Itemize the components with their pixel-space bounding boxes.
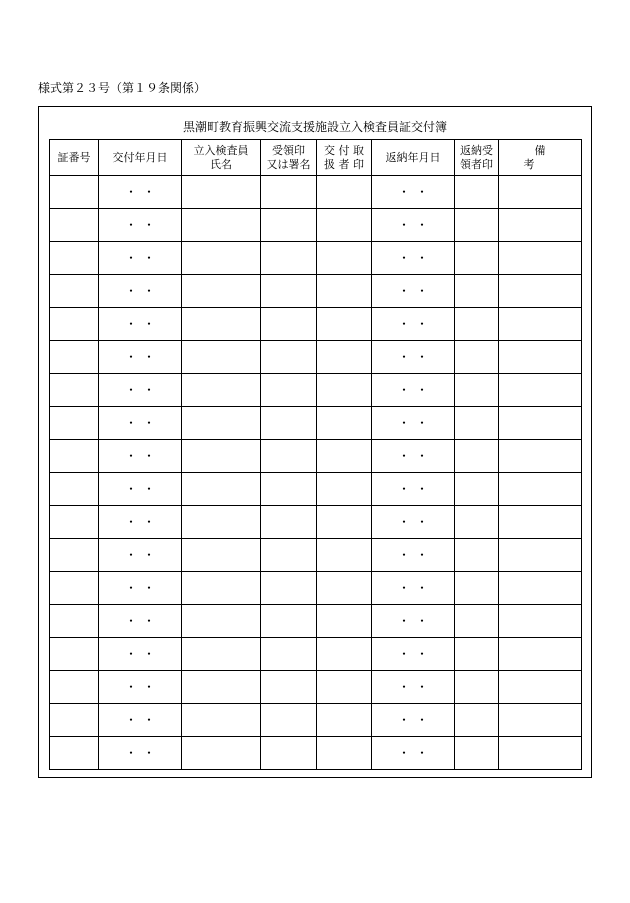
date-placeholder: ・・ (124, 349, 161, 364)
header-cert-number-label: 証番号 (57, 150, 91, 164)
cell-receipt-seal (261, 308, 317, 341)
table-row (50, 704, 582, 737)
header-inspector-name-line2: 氏名 (210, 157, 232, 171)
cell-return-date (372, 242, 455, 275)
table-row (50, 605, 582, 638)
date-placeholder: ・・ (124, 712, 161, 727)
date-placeholder: ・・ (124, 547, 161, 562)
cell-remarks (499, 539, 582, 572)
header-remarks (499, 140, 582, 176)
cell-return-date (372, 407, 455, 440)
cell-issue-date (99, 671, 182, 704)
header-return-date (372, 140, 455, 176)
cell-inspector-name (182, 506, 261, 539)
cell-inspector-name (182, 440, 261, 473)
date-placeholder: ・・ (124, 613, 161, 628)
cell-cert-number (50, 572, 99, 605)
date-placeholder: ・・ (124, 415, 161, 430)
table-row (50, 473, 582, 506)
cell-issuer-seal (317, 209, 372, 242)
cell-remarks (499, 440, 582, 473)
date-placeholder: ・・ (397, 448, 434, 463)
cell-return-date (372, 737, 455, 770)
cell-cert-number (50, 440, 99, 473)
date-placeholder: ・・ (397, 679, 434, 694)
cell-issuer-seal (317, 407, 372, 440)
date-placeholder: ・・ (397, 217, 434, 232)
cell-cert-number (50, 209, 99, 242)
cell-issuer-seal (317, 572, 372, 605)
cell-return-date (372, 440, 455, 473)
cell-cert-number (50, 638, 99, 671)
table-row (50, 506, 582, 539)
date-placeholder: ・・ (397, 646, 434, 661)
table-row (50, 242, 582, 275)
cell-issuer-seal (317, 473, 372, 506)
cell-issue-date (99, 242, 182, 275)
cell-cert-number (50, 473, 99, 506)
cell-return-receiver-seal (455, 473, 499, 506)
cell-inspector-name (182, 176, 261, 209)
cell-return-date (372, 572, 455, 605)
cell-issuer-seal (317, 605, 372, 638)
cell-issuer-seal (317, 737, 372, 770)
date-placeholder: ・・ (124, 448, 161, 463)
header-inspector-name (182, 140, 261, 176)
cell-return-receiver-seal (455, 275, 499, 308)
cell-return-date (372, 605, 455, 638)
header-issuer-seal-line1: 交 付 取 (324, 143, 364, 157)
cell-inspector-name (182, 374, 261, 407)
cell-cert-number (50, 308, 99, 341)
cell-return-receiver-seal (455, 176, 499, 209)
cell-return-receiver-seal (455, 572, 499, 605)
cell-remarks (499, 704, 582, 737)
cell-remarks (499, 176, 582, 209)
cell-return-receiver-seal (455, 341, 499, 374)
table-row (50, 671, 582, 704)
cell-return-date (372, 506, 455, 539)
date-placeholder: ・・ (124, 679, 161, 694)
cell-inspector-name (182, 407, 261, 440)
cell-remarks (499, 374, 582, 407)
cell-return-receiver-seal (455, 671, 499, 704)
cell-return-date (372, 473, 455, 506)
header-receipt-seal (261, 140, 317, 176)
cell-cert-number (50, 605, 99, 638)
cell-cert-number (50, 242, 99, 275)
header-issue-date-label: 交付年月日 (112, 150, 168, 164)
date-placeholder: ・・ (397, 415, 434, 430)
header-inspector-name-line1: 立入検査員 (193, 143, 249, 157)
cell-remarks (499, 671, 582, 704)
date-placeholder: ・・ (397, 745, 434, 760)
cell-return-receiver-seal (455, 737, 499, 770)
date-placeholder: ・・ (397, 382, 434, 397)
cell-receipt-seal (261, 242, 317, 275)
cell-receipt-seal (261, 737, 317, 770)
cell-issuer-seal (317, 308, 372, 341)
header-issuer-seal (317, 140, 372, 176)
date-placeholder: ・・ (124, 514, 161, 529)
cell-return-receiver-seal (455, 638, 499, 671)
header-issuer-seal-line2: 扱 者 印 (324, 157, 364, 171)
date-placeholder: ・・ (124, 217, 161, 232)
date-placeholder: ・・ (124, 481, 161, 496)
cell-issue-date (99, 440, 182, 473)
cell-return-date (372, 209, 455, 242)
cell-issue-date (99, 605, 182, 638)
cell-receipt-seal (261, 275, 317, 308)
cell-inspector-name (182, 704, 261, 737)
cell-receipt-seal (261, 440, 317, 473)
date-placeholder: ・・ (397, 580, 434, 595)
cell-remarks (499, 341, 582, 374)
date-placeholder: ・・ (124, 382, 161, 397)
cell-cert-number (50, 374, 99, 407)
cell-return-receiver-seal (455, 605, 499, 638)
cell-receipt-seal (261, 176, 317, 209)
cell-issuer-seal (317, 704, 372, 737)
cell-inspector-name (182, 275, 261, 308)
cell-issue-date (99, 407, 182, 440)
cell-issue-date (99, 572, 182, 605)
cell-cert-number (50, 275, 99, 308)
cell-receipt-seal (261, 407, 317, 440)
header-return-receiver-line2: 領者印 (460, 157, 493, 171)
cell-inspector-name (182, 671, 261, 704)
table-row (50, 572, 582, 605)
cell-issuer-seal (317, 440, 372, 473)
cell-issue-date (99, 209, 182, 242)
cell-issue-date (99, 506, 182, 539)
table-row (50, 440, 582, 473)
cell-remarks (499, 209, 582, 242)
cell-return-receiver-seal (455, 242, 499, 275)
cell-issuer-seal (317, 242, 372, 275)
cell-cert-number (50, 704, 99, 737)
cell-issue-date (99, 737, 182, 770)
cell-receipt-seal (261, 209, 317, 242)
cell-return-receiver-seal (455, 539, 499, 572)
cell-return-receiver-seal (455, 704, 499, 737)
cell-remarks (499, 506, 582, 539)
cell-inspector-name (182, 473, 261, 506)
ledger-table (49, 139, 582, 770)
cell-return-date (372, 704, 455, 737)
cell-issuer-seal (317, 374, 372, 407)
cell-cert-number (50, 506, 99, 539)
date-placeholder: ・・ (397, 712, 434, 727)
document-title: 黒潮町教育振興交流支援施設立入検査員証交付簿 (182, 120, 447, 134)
cell-receipt-seal (261, 374, 317, 407)
form-label: 様式第２３号（第１９条関係） (38, 81, 207, 95)
cell-issue-date (99, 539, 182, 572)
table-row (50, 176, 582, 209)
cell-inspector-name (182, 242, 261, 275)
cell-cert-number (50, 341, 99, 374)
cell-issuer-seal (317, 506, 372, 539)
cell-return-receiver-seal (455, 209, 499, 242)
date-placeholder: ・・ (397, 547, 434, 562)
header-cert-number (50, 140, 99, 176)
cell-receipt-seal (261, 638, 317, 671)
header-issue-date (99, 140, 182, 176)
cell-issue-date (99, 473, 182, 506)
cell-receipt-seal (261, 473, 317, 506)
cell-cert-number (50, 737, 99, 770)
cell-return-date (372, 638, 455, 671)
cell-return-receiver-seal (455, 308, 499, 341)
cell-cert-number (50, 539, 99, 572)
cell-remarks (499, 242, 582, 275)
cell-issue-date (99, 275, 182, 308)
cell-issue-date (99, 341, 182, 374)
date-placeholder: ・・ (124, 184, 161, 199)
cell-return-receiver-seal (455, 506, 499, 539)
date-placeholder: ・・ (397, 184, 434, 199)
cell-issuer-seal (317, 275, 372, 308)
cell-receipt-seal (261, 506, 317, 539)
header-receipt-seal-line2: 又は署名 (266, 157, 311, 171)
cell-remarks (499, 572, 582, 605)
cell-return-date (372, 176, 455, 209)
header-row (50, 140, 582, 176)
cell-remarks (499, 473, 582, 506)
date-placeholder: ・・ (124, 250, 161, 265)
cell-remarks (499, 308, 582, 341)
cell-receipt-seal (261, 704, 317, 737)
ledger-body (50, 176, 582, 770)
date-placeholder: ・・ (124, 283, 161, 298)
cell-receipt-seal (261, 605, 317, 638)
cell-remarks (499, 737, 582, 770)
cell-return-date (372, 374, 455, 407)
cell-issuer-seal (317, 176, 372, 209)
cell-receipt-seal (261, 539, 317, 572)
cell-return-date (372, 275, 455, 308)
date-placeholder: ・・ (397, 316, 434, 331)
cell-inspector-name (182, 209, 261, 242)
date-placeholder: ・・ (124, 745, 161, 760)
table-row (50, 341, 582, 374)
date-placeholder: ・・ (124, 316, 161, 331)
cell-issue-date (99, 308, 182, 341)
table-row (50, 374, 582, 407)
header-receipt-seal-line1: 受領印 (272, 143, 305, 157)
cell-cert-number (50, 407, 99, 440)
cell-issue-date (99, 374, 182, 407)
cell-return-date (372, 341, 455, 374)
table-row (50, 308, 582, 341)
cell-issuer-seal (317, 671, 372, 704)
date-placeholder: ・・ (397, 250, 434, 265)
date-placeholder: ・・ (124, 646, 161, 661)
header-return-receiver-seal (455, 140, 499, 176)
cell-receipt-seal (261, 671, 317, 704)
table-row (50, 737, 582, 770)
date-placeholder: ・・ (397, 481, 434, 496)
date-placeholder: ・・ (124, 580, 161, 595)
header-remarks-label: 備考 (523, 143, 568, 171)
date-placeholder: ・・ (397, 613, 434, 628)
table-row (50, 209, 582, 242)
cell-issue-date (99, 704, 182, 737)
cell-inspector-name (182, 539, 261, 572)
cell-remarks (499, 275, 582, 308)
cell-inspector-name (182, 572, 261, 605)
cell-return-date (372, 539, 455, 572)
date-placeholder: ・・ (397, 349, 434, 364)
header-return-date-label: 返納年月日 (385, 150, 441, 164)
cell-inspector-name (182, 638, 261, 671)
cell-inspector-name (182, 737, 261, 770)
cell-issuer-seal (317, 638, 372, 671)
table-row (50, 407, 582, 440)
cell-cert-number (50, 176, 99, 209)
cell-return-date (372, 308, 455, 341)
cell-issuer-seal (317, 341, 372, 374)
cell-remarks (499, 638, 582, 671)
date-placeholder: ・・ (397, 514, 434, 529)
header-return-receiver-line1: 返納受 (460, 143, 493, 157)
cell-return-receiver-seal (455, 440, 499, 473)
date-placeholder: ・・ (397, 283, 434, 298)
cell-inspector-name (182, 341, 261, 374)
cell-inspector-name (182, 308, 261, 341)
cell-return-receiver-seal (455, 407, 499, 440)
cell-issue-date (99, 638, 182, 671)
cell-return-date (372, 671, 455, 704)
cell-return-receiver-seal (455, 374, 499, 407)
table-row (50, 539, 582, 572)
cell-receipt-seal (261, 341, 317, 374)
cell-issue-date (99, 176, 182, 209)
cell-cert-number (50, 671, 99, 704)
table-row (50, 275, 582, 308)
table-row (50, 638, 582, 671)
cell-receipt-seal (261, 572, 317, 605)
cell-issuer-seal (317, 539, 372, 572)
cell-remarks (499, 407, 582, 440)
cell-inspector-name (182, 605, 261, 638)
cell-remarks (499, 605, 582, 638)
